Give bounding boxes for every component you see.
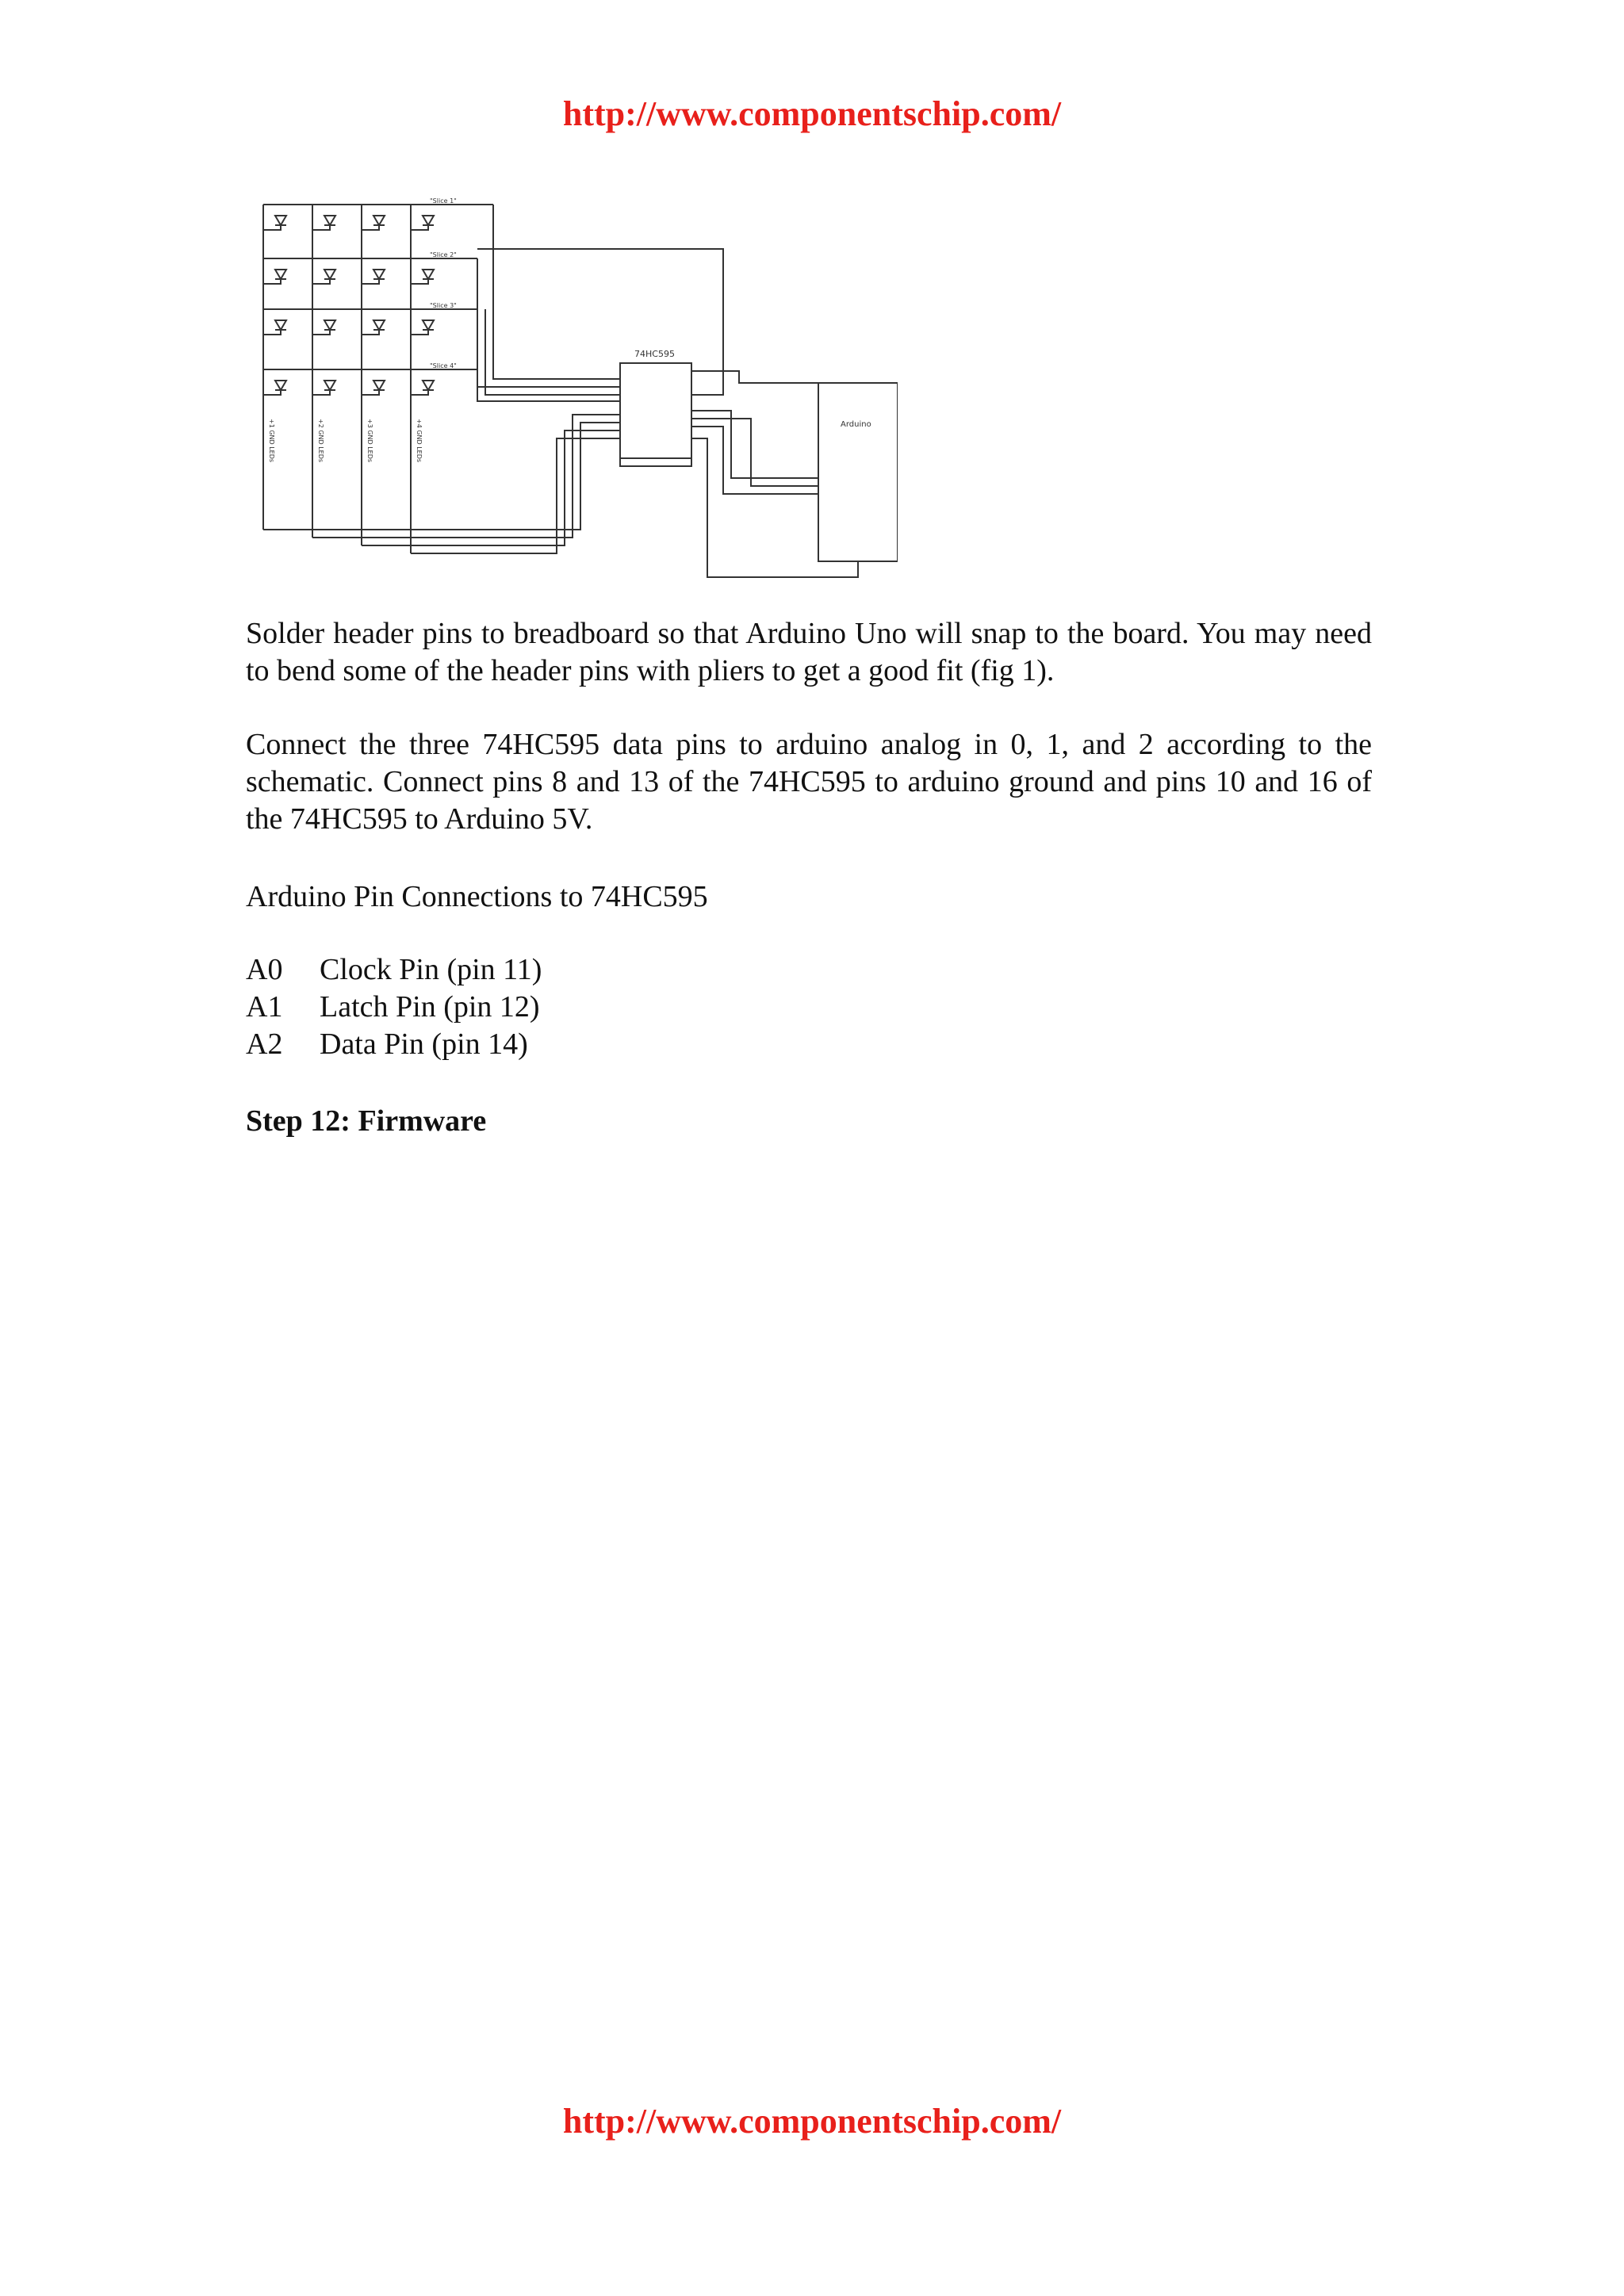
led-symbol — [423, 320, 434, 330]
led-symbol — [373, 381, 385, 390]
led-symbol — [324, 381, 335, 390]
column-label-4: +4 GND LEDs — [416, 419, 423, 463]
pin-code: A2 — [246, 1027, 283, 1061]
led-symbol — [275, 216, 286, 225]
step-heading: Step 12: Firmware — [246, 1104, 487, 1138]
column-label-3: +3 GND LEDs — [366, 419, 373, 463]
row-label-2: "Slice 2" — [430, 251, 457, 258]
led-symbol — [423, 381, 434, 390]
ic-label: 74HC595 — [634, 349, 675, 359]
led-symbol — [373, 216, 385, 225]
led-symbol — [373, 320, 385, 330]
shift-register-chip — [620, 363, 691, 458]
row-label-4: "Slice 4" — [430, 362, 457, 369]
header-url-link[interactable]: http://www.componentschip.com/ — [562, 94, 1062, 133]
led-symbol — [324, 216, 335, 225]
led-symbol — [324, 270, 335, 279]
led-symbol — [373, 270, 385, 279]
led-symbol — [324, 320, 335, 330]
pin-row — [246, 951, 542, 989]
schematic-diagram — [247, 189, 898, 593]
schematic-wires — [263, 205, 858, 577]
pin-row — [246, 1026, 542, 1063]
led-symbol — [423, 270, 434, 279]
paragraph-connect: Connect the three 74HC595 data pins to arduino analog in 0, 1, and 2 according to the schematic. Connect pins 8 and 13 of the 74HC595 to arduino ground and pins 10 and 16 of the 74HC595 to Arduino 5V. — [246, 728, 1372, 836]
arduino-board — [818, 383, 898, 561]
row-label-1: "Slice 1" — [430, 197, 457, 205]
led-symbol — [275, 320, 286, 330]
led-symbol — [423, 216, 434, 225]
schematic-figure — [247, 189, 898, 593]
column-label-1: +1 GND LEDs — [268, 419, 275, 463]
pin-row — [246, 989, 542, 1026]
pin-code: A0 — [246, 953, 283, 986]
footer-url-link[interactable]: http://www.componentschip.com/ — [562, 2102, 1062, 2141]
row-label-3: "Slice 3" — [430, 302, 457, 309]
led-matrix — [263, 216, 434, 395]
arduino-label: Arduino — [841, 420, 871, 429]
pin-connection-list — [246, 951, 542, 1063]
led-symbol — [275, 381, 286, 390]
pin-code: A1 — [246, 990, 283, 1024]
paragraph-solder: Solder header pins to breadboard so that Arduino Uno will snap to the board. You may need to bend some of the header pins with pliers to get a good fit (fig 1). — [246, 617, 1372, 687]
led-symbol — [275, 270, 286, 279]
pin-function: Clock Pin (pin 11) — [320, 953, 542, 986]
column-label-2: +2 GND LEDs — [317, 419, 324, 463]
pin-function: Latch Pin (pin 12) — [320, 990, 540, 1024]
paragraph-pin-heading: Arduino Pin Connections to 74HC595 — [246, 880, 708, 913]
pin-function: Data Pin (pin 14) — [320, 1027, 528, 1061]
